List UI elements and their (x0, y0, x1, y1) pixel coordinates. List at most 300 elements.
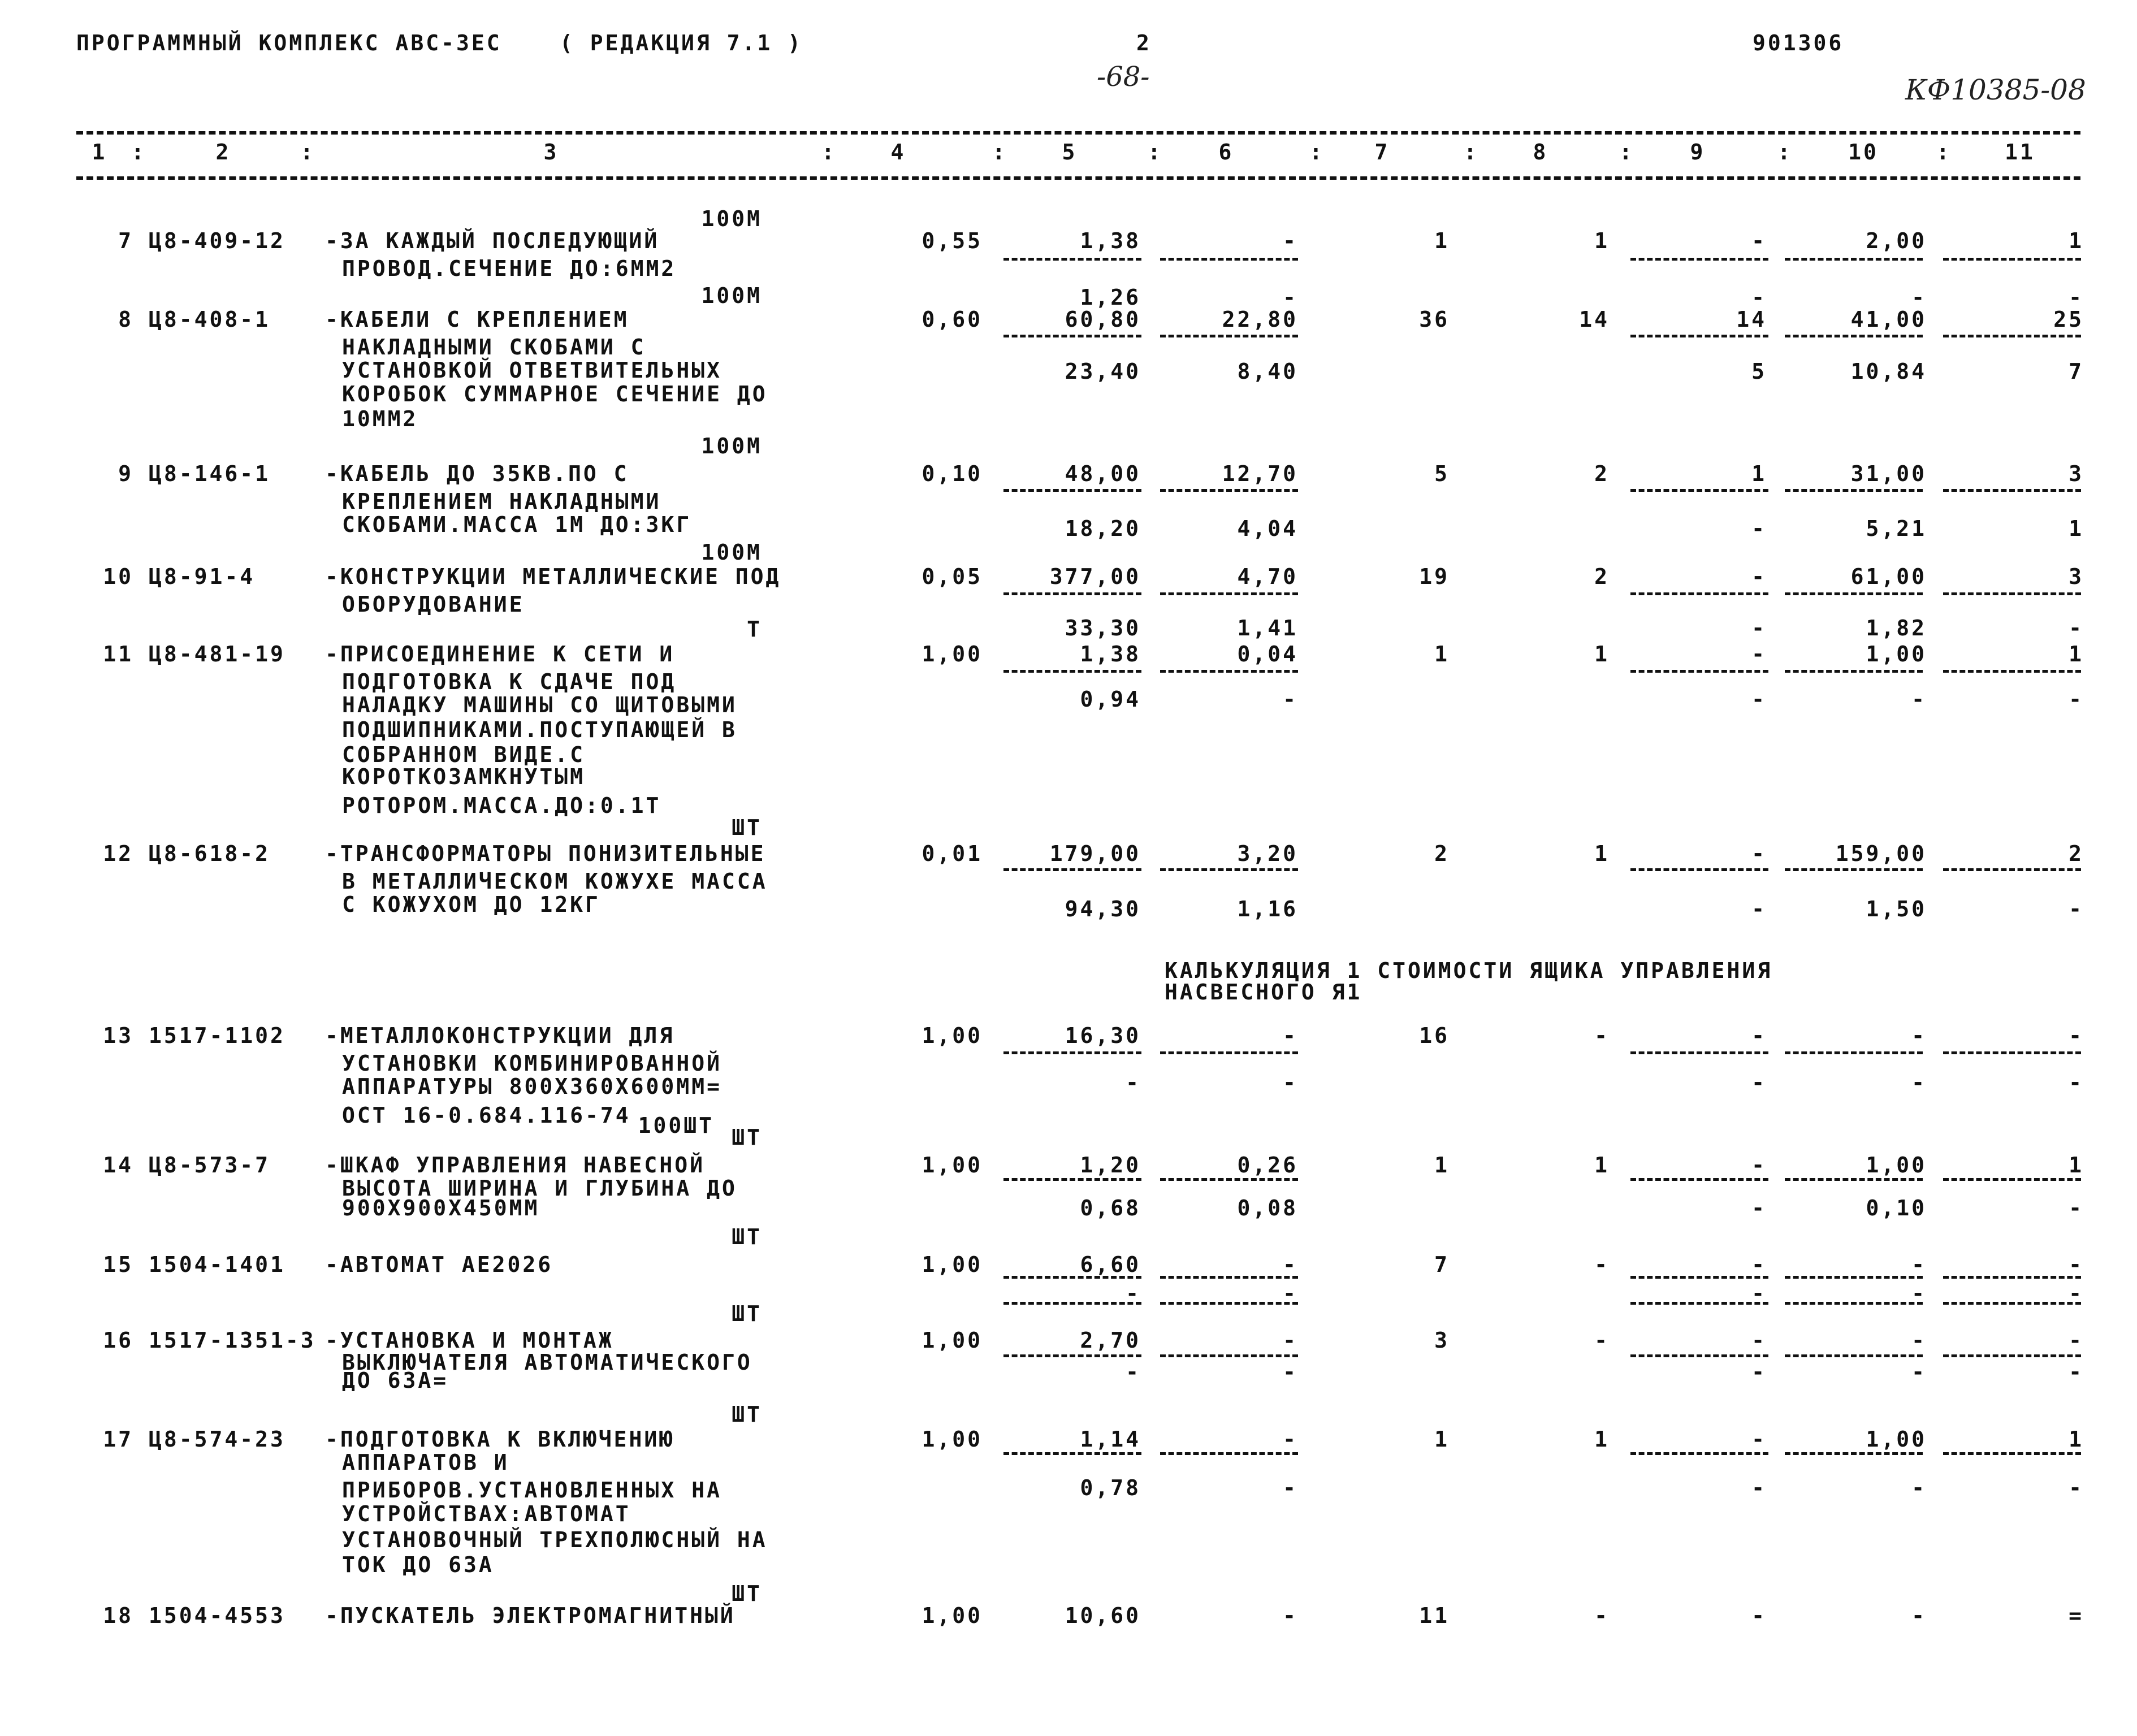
cell-divider (1943, 489, 2081, 492)
cell-c9: - (1751, 1023, 1767, 1048)
cell-divider (1003, 1178, 1141, 1181)
cell-c8: 1 (1594, 642, 1610, 666)
cell-divider (1630, 335, 1768, 337)
row-description-line: -ТРАНСФОРМАТОРЫ ПОНИЗИТЕЛЬНЫЕ (325, 841, 766, 866)
cell-c4: 0,01 (922, 841, 983, 866)
cell-c10: 61,00 (1850, 564, 1927, 589)
cell-c6: 22,80 (1222, 307, 1298, 332)
row-code: Ц8-618-2 (149, 841, 271, 866)
column-separator: : (1936, 140, 1952, 164)
column-separator: : (992, 140, 1007, 164)
cell-c5: 48,00 (1065, 461, 1141, 486)
column-separator: : (1464, 140, 1479, 164)
row-description-line: -КОНСТРУКЦИИ МЕТАЛЛИЧЕСКИЕ ПОД (325, 564, 781, 589)
cell-c6: 0,26 (1237, 1153, 1298, 1177)
column-separator: : (821, 140, 837, 164)
cell-c5-bottom: - (1126, 1360, 1141, 1384)
cell-c7: 2 (1434, 841, 1450, 866)
row-code: Ц8-408-1 (149, 307, 271, 332)
row-description-line: СОБРАННОМ ВИДЕ.С (342, 742, 586, 767)
cell-divider (1160, 1178, 1298, 1181)
cell-divider (1003, 1354, 1141, 1357)
cell-divider (1943, 670, 2081, 673)
row-number: 15 (103, 1252, 133, 1277)
cell-c11-bottom: - (2069, 687, 2084, 712)
cell-c10: 1,00 (1866, 642, 1927, 666)
cell-c8: - (1594, 1603, 1610, 1628)
handwritten-stamp: КФ10385-08 (1905, 73, 2086, 106)
row-description-line: ОСТ 16-0.684.116-74 (342, 1103, 631, 1128)
row-description-line: КОРОТКОЗАМКНУТЫМ (342, 764, 586, 789)
row-number: 9 (118, 461, 133, 486)
row-description-line: 10ММ2 (342, 406, 418, 431)
cell-c9-bottom: - (1751, 616, 1767, 640)
cell-divider (1160, 1051, 1298, 1054)
row-description-line: 900Х900Х450ММ (342, 1196, 540, 1220)
row-unit: 100ШТ (638, 1113, 714, 1138)
cell-c5: 10,60 (1065, 1603, 1141, 1628)
cell-divider (1003, 489, 1141, 492)
cell-divider (1160, 868, 1298, 871)
cell-divider (1003, 1452, 1141, 1455)
cell-c6-bottom: - (1283, 1475, 1298, 1500)
cell-divider (1003, 1051, 1141, 1054)
cell-divider (1630, 1276, 1768, 1279)
header-rule-bottom (76, 176, 2080, 180)
cell-c4: 0,55 (922, 228, 983, 253)
cell-c10: 159,00 (1835, 841, 1927, 866)
row-code: 1504-1401 (149, 1252, 285, 1277)
program-title: ПРОГРАММНЫЙ КОМПЛЕКС АВС-3ЕС (76, 31, 502, 55)
cell-c7: 36 (1419, 307, 1450, 332)
cell-c4: 1,00 (922, 1153, 983, 1177)
row-description-line: АППАРАТОВ И (342, 1450, 509, 1475)
cell-divider (1943, 1354, 2081, 1357)
cell-c5: 1,38 (1080, 228, 1141, 253)
cell-c11: = (2069, 1603, 2084, 1628)
cell-divider (1160, 335, 1298, 337)
cell-c8: 1 (1594, 1153, 1610, 1177)
cell-c11: 1 (2069, 1427, 2084, 1452)
row-unit: ШТ (732, 1301, 762, 1326)
cell-c6: 3,20 (1237, 841, 1298, 866)
row-description-line: ПРИБОРОВ.УСТАНОВЛЕННЫХ НА (342, 1478, 722, 1503)
cell-c8: 1 (1594, 228, 1610, 253)
row-unit: ШТ (732, 1125, 762, 1150)
row-description-line: УСТРОЙСТВАХ:АВТОМАТ (342, 1501, 631, 1526)
row-unit: 100М (701, 283, 762, 308)
cell-c11-bottom: - (2069, 1281, 2084, 1306)
cell-c11: - (2069, 1252, 2084, 1277)
cell-c10-bottom: - (1911, 1070, 1927, 1095)
cell-c5: 60,80 (1065, 307, 1141, 332)
row-number: 7 (118, 228, 133, 253)
row-description-line: -ПРИСОЕДИНЕНИЕ К СЕТИ И (325, 642, 675, 666)
column-separator: : (1309, 140, 1325, 164)
row-code: Ц8-481-19 (149, 642, 285, 666)
cell-divider (1785, 1452, 1923, 1455)
cell-c5-bottom: 0,78 (1080, 1475, 1141, 1500)
cell-c5: 2,70 (1080, 1328, 1141, 1353)
row-code: Ц8-573-7 (149, 1153, 271, 1177)
cell-divider (1630, 868, 1768, 871)
cell-c9-bottom: - (1751, 1196, 1767, 1220)
column-separator: : (1148, 140, 1163, 164)
row-code: Ц8-574-23 (149, 1427, 285, 1452)
cell-divider (1943, 1051, 2081, 1054)
cell-c11-bottom: - (2069, 1196, 2084, 1220)
cell-c10-bottom: - (1911, 1360, 1927, 1384)
row-description-line: -МЕТАЛЛОКОНСТРУКЦИИ ДЛЯ (325, 1023, 675, 1048)
cell-c10: 41,00 (1850, 307, 1927, 332)
cell-c11-bottom: - (2069, 1475, 2084, 1500)
cell-divider (1160, 1452, 1298, 1455)
cell-divider (1785, 489, 1923, 492)
cell-c6-bottom: 1,16 (1237, 897, 1298, 921)
cell-c8: 2 (1594, 461, 1610, 486)
cell-c8: - (1594, 1023, 1610, 1048)
cell-c4: 1,00 (922, 1252, 983, 1277)
cell-c8: 14 (1579, 307, 1610, 332)
cell-c6: - (1283, 1603, 1298, 1628)
cell-c7: 11 (1419, 1603, 1450, 1628)
cell-c5: 1,38 (1080, 642, 1141, 666)
row-description-line: СКОБАМИ.МАССА 1М ДО:3КГ (342, 512, 692, 537)
cell-divider (1630, 592, 1768, 595)
cell-divider (1630, 489, 1768, 492)
cell-c5-bottom: - (1126, 1281, 1141, 1306)
cell-divider (1943, 1276, 2081, 1279)
cell-c5-bottom: 94,30 (1065, 897, 1141, 921)
cell-c11-bottom: - (2069, 616, 2084, 640)
cell-c9: - (1751, 1153, 1767, 1177)
row-description-line: -КАБЕЛИ С КРЕПЛЕНИЕМ (325, 307, 629, 332)
cell-c9: - (1751, 228, 1767, 253)
row-code: Ц8-91-4 (149, 564, 256, 589)
cell-c9-bottom: 5 (1751, 359, 1767, 384)
cell-divider (1785, 670, 1923, 673)
row-unit: 100М (701, 206, 762, 231)
cell-c10: - (1911, 1023, 1927, 1048)
cell-c5-bottom: 18,20 (1065, 516, 1141, 541)
cell-c10: - (1911, 1252, 1927, 1277)
cell-c7: 3 (1434, 1328, 1450, 1353)
row-code: 1504-4553 (149, 1603, 285, 1628)
cell-divider (1630, 670, 1768, 673)
cell-c10: - (1911, 1328, 1927, 1353)
cell-c5-bottom: 33,30 (1065, 616, 1141, 640)
cell-divider (1160, 489, 1298, 492)
column-header-11: 11 (2005, 140, 2035, 164)
cell-c9: 14 (1736, 307, 1767, 332)
cell-divider (1943, 258, 2081, 261)
cell-c11-bottom: - (2069, 285, 2084, 310)
cell-c6-bottom: 1,41 (1237, 616, 1298, 640)
cell-divider (1630, 1178, 1768, 1181)
cell-divider (1003, 258, 1141, 261)
cell-c4: 1,00 (922, 1328, 983, 1353)
handwritten-page-number: -68- (1097, 61, 1150, 93)
row-description-line: -АВТОМАТ АЕ2026 (325, 1252, 553, 1277)
edition-label: ( РЕДАКЦИЯ 7.1 ) (560, 31, 803, 55)
cell-divider (1785, 1178, 1923, 1181)
cell-c9-bottom: - (1751, 1360, 1767, 1384)
column-header-1: 1 (92, 140, 107, 164)
cell-c6-bottom: - (1283, 1070, 1298, 1095)
row-description-line: ВЫКЛЮЧАТЕЛЯ АВТОМАТИЧЕСКОГО (342, 1350, 752, 1375)
cell-c11: 1 (2069, 228, 2084, 253)
cell-c4: 0,05 (922, 564, 983, 589)
row-description-line: -ПОДГОТОВКА К ВКЛЮЧЕНИЮ (325, 1427, 675, 1452)
row-number: 14 (103, 1153, 133, 1177)
cell-c6-bottom: - (1283, 1281, 1298, 1306)
cell-c11-bottom: 7 (2069, 359, 2084, 384)
cell-c4: 1,00 (922, 642, 983, 666)
cell-c6-bottom: - (1283, 1360, 1298, 1384)
cell-c4: 0,60 (922, 307, 983, 332)
cell-c7: 7 (1434, 1252, 1450, 1277)
cell-c8: 1 (1594, 1427, 1610, 1452)
cell-divider (1943, 592, 2081, 595)
cell-c9-bottom: - (1751, 1475, 1767, 1500)
cell-c5: 16,30 (1065, 1023, 1141, 1048)
cell-c11-bottom: - (2069, 1070, 2084, 1095)
row-number: 16 (103, 1328, 133, 1353)
cell-c11: - (2069, 1023, 2084, 1048)
row-number: 8 (118, 307, 133, 332)
row-description-line: -УСТАНОВКА И МОНТАЖ (325, 1328, 614, 1353)
cell-c9: - (1751, 1328, 1767, 1353)
cell-c7: 1 (1434, 1153, 1450, 1177)
cell-c10: 1,00 (1866, 1153, 1927, 1177)
cell-c9-bottom: - (1751, 516, 1767, 541)
cell-c11: 3 (2069, 564, 2084, 589)
row-description-line: ПРОВОД.СЕЧЕНИЕ ДО:6ММ2 (342, 256, 677, 281)
row-unit: 100М (701, 540, 762, 565)
column-header-7: 7 (1374, 140, 1390, 164)
cell-c9: - (1751, 841, 1767, 866)
row-description-line: НАЛАДКУ МАШИНЫ СО ЩИТОВЫМИ (342, 692, 737, 717)
cell-c5-bottom: 23,40 (1065, 359, 1141, 384)
cell-divider (1785, 258, 1923, 261)
cell-c5-bottom: 1,26 (1080, 285, 1141, 310)
row-code: 1517-1102 (149, 1023, 285, 1048)
cell-c4: 1,00 (922, 1603, 983, 1628)
column-header-2: 2 (215, 140, 231, 164)
cell-c7: 16 (1419, 1023, 1450, 1048)
cell-c9: - (1751, 1252, 1767, 1277)
cell-c6-bottom: 0,08 (1237, 1196, 1298, 1220)
cell-divider (1160, 670, 1298, 673)
section-title-line2: НАСВЕСНОГО Я1 (1165, 980, 1362, 1005)
cell-c5-bottom: 0,94 (1080, 687, 1141, 712)
cell-c5: 179,00 (1049, 841, 1141, 866)
row-description-line: С КОЖУХОМ ДО 12КГ (342, 892, 600, 917)
cell-c9-bottom: - (1751, 897, 1767, 921)
cell-c6: - (1283, 228, 1298, 253)
cell-c7: 1 (1434, 228, 1450, 253)
cell-divider (1785, 1276, 1923, 1279)
row-description-line: РОТОРОМ.МАССА.ДО:0.1Т (342, 793, 661, 818)
cell-c11: 1 (2069, 642, 2084, 666)
cell-c10: 2,00 (1866, 228, 1927, 253)
cell-divider (1785, 1354, 1923, 1357)
cell-c8: 1 (1594, 841, 1610, 866)
document-code: 901306 (1753, 31, 1844, 55)
cell-divider (1003, 592, 1141, 595)
cell-c9-bottom: - (1751, 285, 1767, 310)
cell-c7: 1 (1434, 1427, 1450, 1452)
row-unit: ШТ (732, 815, 762, 840)
cell-c6: 12,70 (1222, 461, 1298, 486)
cell-divider (1630, 1354, 1768, 1357)
column-header-9: 9 (1690, 140, 1706, 164)
cell-c6-bottom: 4,04 (1237, 516, 1298, 541)
cell-c8: - (1594, 1252, 1610, 1277)
column-separator: : (131, 140, 146, 164)
cell-divider (1943, 1178, 2081, 1181)
column-header-10: 10 (1848, 140, 1879, 164)
cell-c7: 5 (1434, 461, 1450, 486)
row-description-line: АППАРАТУРЫ 800Х360Х600ММ= (342, 1074, 722, 1099)
row-description-line: ВЫСОТА ШИРИНА И ГЛУБИНА ДО (342, 1176, 737, 1201)
column-separator: : (1619, 140, 1634, 164)
cell-divider (1003, 868, 1141, 871)
row-unit: ШТ (732, 1581, 762, 1606)
cell-divider (1785, 868, 1923, 871)
cell-c5: 1,20 (1080, 1153, 1141, 1177)
cell-c6-bottom: 8,40 (1237, 359, 1298, 384)
cell-divider (1160, 1354, 1298, 1357)
cell-c6: 4,70 (1237, 564, 1298, 589)
cell-c10-bottom: - (1911, 687, 1927, 712)
cell-divider (1630, 1051, 1768, 1054)
row-description-line: КОРОБОК СУММАРНОЕ СЕЧЕНИЕ ДО (342, 382, 768, 406)
row-unit: ШТ (732, 1224, 762, 1249)
cell-divider (1943, 1452, 2081, 1455)
cell-c10-bottom: 1,82 (1866, 616, 1927, 640)
cell-c9: - (1751, 1427, 1767, 1452)
cell-c6: - (1283, 1252, 1298, 1277)
row-description-line: ПОДГОТОВКА К СДАЧЕ ПОД (342, 669, 677, 694)
column-separator: : (1777, 140, 1793, 164)
row-description-line: ОБОРУДОВАНИЕ (342, 592, 525, 617)
cell-c10-bottom: - (1911, 285, 1927, 310)
cell-c5: 377,00 (1049, 564, 1141, 589)
row-description-line: УСТАНОВКОЙ ОТВЕТВИТЕЛЬНЫХ (342, 358, 722, 383)
row-description-line: ДО 63А= (342, 1368, 449, 1393)
cell-divider (1943, 868, 2081, 871)
cell-c6: - (1283, 1328, 1298, 1353)
cell-c4: 0,10 (922, 461, 983, 486)
cell-c9-bottom: - (1751, 1070, 1767, 1095)
column-separator: : (300, 140, 315, 164)
cell-c11-bottom: - (2069, 897, 2084, 921)
column-header-6: 6 (1218, 140, 1234, 164)
cell-c10-bottom: 5,21 (1866, 516, 1927, 541)
cell-c5: 1,14 (1080, 1427, 1141, 1452)
cell-c6-bottom: - (1283, 687, 1298, 712)
row-number: 13 (103, 1023, 133, 1048)
row-description-line: НАКЛАДНЫМИ СКОБАМИ С (342, 335, 646, 360)
cell-c9-bottom: - (1751, 1281, 1767, 1306)
row-number: 11 (103, 642, 133, 666)
cell-c10: - (1911, 1603, 1927, 1628)
header-rule-top (76, 131, 2080, 135)
cell-divider (1630, 1452, 1768, 1455)
cell-c6: 0,04 (1237, 642, 1298, 666)
cell-c8: 2 (1594, 564, 1610, 589)
cell-c4: 1,00 (922, 1023, 983, 1048)
cell-divider (1785, 1051, 1923, 1054)
row-description-line: -ЗА КАЖДЫЙ ПОСЛЕДУЮЩИЙ (325, 228, 660, 253)
column-header-4: 4 (890, 140, 906, 164)
cell-divider (1003, 335, 1141, 337)
cell-c9-bottom: - (1751, 687, 1767, 712)
row-code: 1517-1351-3 (149, 1328, 316, 1353)
row-description-line: ПОДШИПНИКАМИ.ПОСТУПАЮЩЕЙ В (342, 717, 737, 742)
section-title-line1: КАЛЬКУЛЯЦИЯ 1 СТОИМОСТИ ЯЩИКА УПРАВЛЕНИЯ (1165, 958, 1773, 983)
cell-c6-bottom: - (1283, 285, 1298, 310)
cell-divider (1630, 258, 1768, 261)
cell-c7: 19 (1419, 564, 1450, 589)
cell-c5-bottom: 0,68 (1080, 1196, 1141, 1220)
cell-c9: - (1751, 564, 1767, 589)
row-description-line: УСТАНОВОЧНЫЙ ТРЕХПОЛЮСНЫЙ НА (342, 1527, 768, 1552)
cell-c10: 31,00 (1850, 461, 1927, 486)
cell-c5: 6,60 (1080, 1252, 1141, 1277)
column-header-3: 3 (543, 140, 559, 164)
cell-c11-bottom: - (2069, 1360, 2084, 1384)
row-number: 10 (103, 564, 133, 589)
row-unit: Т (747, 617, 762, 642)
page-number: 2 (1136, 31, 1152, 55)
cell-c9: 1 (1751, 461, 1767, 486)
cell-c11: 2 (2069, 841, 2084, 866)
row-number: 17 (103, 1427, 133, 1452)
row-description-line: -КАБЕЛЬ ДО 35КВ.ПО С (325, 461, 629, 486)
cell-c10-bottom: - (1911, 1281, 1927, 1306)
cell-c10-bottom: 1,50 (1866, 897, 1927, 921)
cell-divider (1785, 592, 1923, 595)
row-number: 18 (103, 1603, 133, 1628)
row-code: Ц8-146-1 (149, 461, 271, 486)
cell-c5-bottom: - (1126, 1070, 1141, 1095)
cell-c9: - (1751, 1603, 1767, 1628)
row-number: 12 (103, 841, 133, 866)
column-header-8: 8 (1533, 140, 1548, 164)
cell-c8: - (1594, 1328, 1610, 1353)
row-description-line: -ШКАФ УПРАВЛЕНИЯ НАВЕСНОЙ (325, 1153, 705, 1177)
cell-c11-bottom: 1 (2069, 516, 2084, 541)
cell-c9: - (1751, 642, 1767, 666)
cell-divider (1003, 670, 1141, 673)
row-unit: 100М (701, 434, 762, 458)
row-description-line: ТОК ДО 63А (342, 1552, 494, 1577)
cell-divider (1160, 592, 1298, 595)
row-description-line: КРЕПЛЕНИЕМ НАКЛАДНЫМИ (342, 489, 661, 514)
row-code: Ц8-409-12 (149, 228, 285, 253)
row-description-line: В МЕТАЛЛИЧЕСКОМ КОЖУХЕ МАССА (342, 869, 768, 894)
cell-c11: 25 (2053, 307, 2084, 332)
cell-c11: 3 (2069, 461, 2084, 486)
row-description-line: УСТАНОВКИ КОМБИНИРОВАННОЙ (342, 1051, 722, 1076)
cell-divider (1785, 335, 1923, 337)
cell-c6: - (1283, 1023, 1298, 1048)
cell-c4: 1,00 (922, 1427, 983, 1452)
cell-c10-bottom: 10,84 (1850, 359, 1927, 384)
cell-c10-bottom: - (1911, 1475, 1927, 1500)
